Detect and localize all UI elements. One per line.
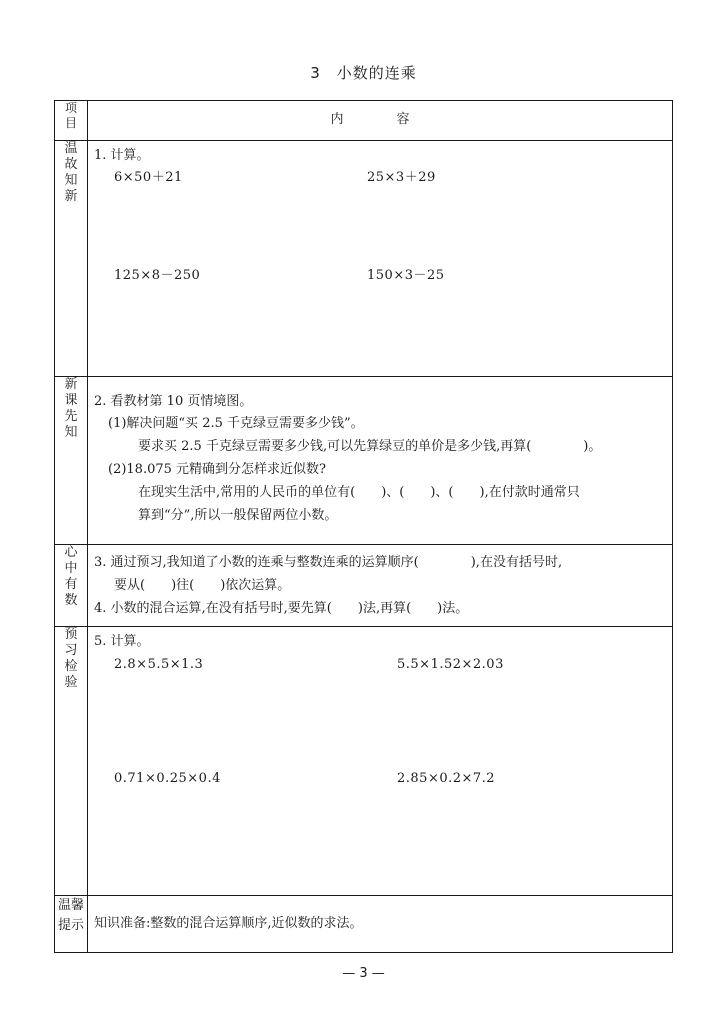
worksheet-table	[54, 100, 673, 953]
section-check	[55, 627, 673, 896]
section-check-label: 预习检验	[64, 627, 78, 690]
section-review-label: 温故知新	[64, 141, 78, 204]
section-tip-label: 温馨提示	[57, 898, 84, 933]
expression-1: 6×50＋21	[114, 170, 183, 185]
question-2-heading: 2. 看教材第 10 页情境图。	[94, 394, 253, 409]
expression-4: 150×3－25	[367, 268, 445, 283]
check-expression-2: 5.5×1.52×2.03	[397, 657, 504, 672]
section-tip-content	[88, 896, 673, 953]
section-tip-label-cell	[55, 896, 88, 953]
question-1-heading: 1. 计算。	[94, 148, 150, 163]
question-4: 4. 小数的混合运算,在没有括号时,要先算( )法,再算( )法。	[94, 601, 469, 616]
section-new-label: 新课先知	[64, 377, 78, 440]
section-mind-content	[88, 545, 673, 627]
section-check-label-cell	[55, 627, 88, 896]
header-item-label: 项目	[64, 101, 77, 130]
section-mind	[55, 545, 673, 627]
section-new-content	[88, 377, 673, 545]
section-tip	[55, 896, 673, 953]
section-check-content	[88, 627, 673, 896]
section-mind-label-cell	[55, 545, 88, 627]
question-2-part-2-text: 在现实生活中,常用的人民币的单位有( )、( )、( ),在付款时通常只	[138, 485, 580, 500]
expression-2: 25×3＋29	[367, 170, 436, 185]
check-expression-1: 2.8×5.5×1.3	[114, 657, 204, 672]
question-2-part-1-text: 要求买 2.5 千克绿豆需要多少钱,可以先算绿豆的单价是多少钱,再算( )。	[138, 439, 602, 454]
section-new	[55, 377, 673, 545]
page-title	[0, 62, 727, 83]
section-review-content	[88, 141, 673, 377]
question-2-part-2-text-cont: 算到“分”,所以一般保留两位小数。	[138, 508, 338, 523]
lesson-number: 3	[310, 64, 321, 82]
check-expression-3: 0.71×0.25×0.4	[114, 771, 221, 786]
question-3: 3. 通过预习,我知道了小数的连乘与整数连乘的运算顺序( ),在没有括号时,	[94, 555, 563, 570]
header-content-cell: 内 容	[88, 101, 673, 141]
section-review	[55, 141, 673, 377]
header-row	[55, 101, 673, 141]
header-item-cell	[55, 101, 88, 141]
question-5-heading: 5. 计算。	[94, 634, 150, 649]
check-expression-4: 2.85×0.2×7.2	[397, 771, 496, 786]
question-2-part-2: (2)18.075 元精确到分怎样求近似数?	[108, 462, 327, 477]
page-number: — 3 —	[342, 966, 385, 981]
question-2-part-1: (1)解决问题“买 2.5 千克绿豆需要多少钱”。	[108, 416, 364, 431]
section-review-label-cell	[55, 141, 88, 377]
question-3-cont: 要从( )往( )依次运算。	[114, 578, 291, 593]
expression-3: 125×8－250	[114, 268, 201, 283]
section-mind-label: 心中有数	[64, 545, 78, 608]
lesson-title: 小数的连乘	[336, 64, 417, 82]
tip-text: 知识准备:整数的混合运算顺序,近似数的求法。	[94, 915, 363, 931]
section-new-label-cell	[55, 377, 88, 545]
